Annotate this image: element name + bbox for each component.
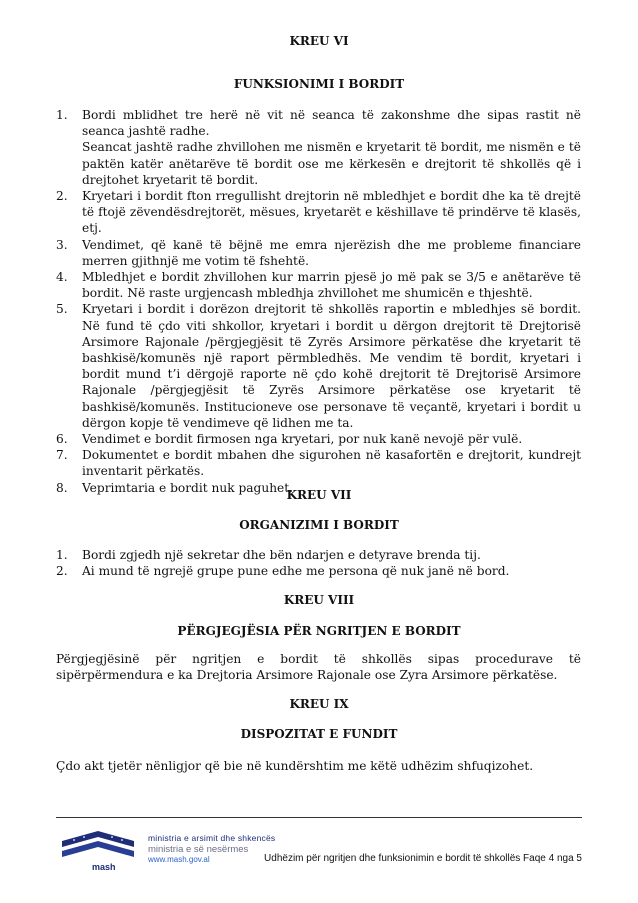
item-text: Vendimet, që kanë të bëjnë me emra njerëzish dhe me probleme financiare merren gjithnjë me votim të fshehtë. [82,237,581,268]
chapter-7-list [56,547,581,579]
ministry-logo [58,825,138,873]
list-item [56,547,581,563]
footer-brand [148,833,275,864]
item-text: Ai mund të ngrejë grupe pune edhe me persona që nuk janë në bord. [82,564,510,579]
chapter-6-list [56,107,581,496]
item-text: Bordi mblidhet tre herë në vit në seanca të zakonshme dhe sipas rastit në seanca jashtë radhe. [82,108,581,139]
chapter-6-title: KREU VI [289,34,349,48]
chapter-9-subtitle: DISPOZITAT E FUNDIT [240,727,398,741]
chapter-7-subtitle: ORGANIZIMI I BORDIT [239,518,399,532]
item-number: 3. [56,237,68,252]
list-item [56,431,581,447]
item-number: 8. [56,480,68,495]
item-number: 1. [56,108,68,122]
item-text-continued: Seancat jashtë radhe zhvillohen me nismën e kryetarit të bordit, me nismën e të paktën katër anëtarëve të bordit ose me kërkesën e drejtorit të shkollës që i drejtohet kryetarit të bordit. [82,140,581,187]
footer-note: Udhëzim për ngritjen dhe funksionimin e bordit të shkollës Faqe 4 nga 5 [264,853,582,864]
brand-line-2: ministria e së nesërmes [148,844,249,855]
footer-divider [56,817,582,818]
item-text: Mbledhjet e bordit zhvillohen kur marrin pjesë jo më pak se 3/5 e anëtarëve të bordit. Në raste urgjencash mbledhja zhvillohet me shumicën e thjeshtë. [82,270,581,301]
item-text: Kryetari i bordit fton rregullisht drejtorin në mbledhjet e bordit dhe ka të drejtë të ftojë zëvendësdrejtorët, mësues, kryetarët e këshillave të prindërve të klasës, etj. [82,189,581,236]
list-item [56,269,581,301]
list-item [56,563,581,579]
item-number: 5. [56,302,68,317]
list-item [56,301,581,431]
item-text: Vendimet e bordit firmosen nga kryetari, por nuk kanë nevojë për vulë. [82,432,523,447]
list-item [56,237,581,269]
item-text: Bordi zgjedh një sekretar dhe bën ndarjen e detyrave brenda tij. [82,548,481,562]
item-number: 2. [56,189,68,204]
item-number: 2. [56,564,68,579]
chapter-8-subtitle: PËRGJEGJËSIA PËR NGRITJEN E BORDIT [177,624,461,638]
chapter-7-title: KREU VII [286,488,352,502]
logo-text: mash [92,862,116,872]
item-text: Kryetari i bordit i dorëzon drejtorit të shkollës raportin e mbledhjes së bordit. Në fund të çdo viti shkollor, kryetari i bordit u dërgon drejtorit të Drejtorisë Arsimore Rajonale /përgjegjësit të Zyrës Arsimore përkatëse dhe kryetarit të bashkisë/komunës një raport përmbledhës. Me vendim të bordit, kryetari i bordit mund t’i dërgojë raporte në çdo kohë drejtorit të Drejtorisë Arsimore Rajonale /përgjegjësit të Zyrës Arsimore përkatëse ose kryetarit të bashkisë/komunës. Institucioneve ose personave të veçantë, kryetari i bordit u dërgon kopje të vendimeve që lidhen me ta. [82,302,581,430]
brand-line-1: ministria e arsimit dhe shkencës [148,833,276,843]
item-number: 7. [56,448,68,463]
chapter-9-title: KREU IX [289,697,349,711]
chapter-8-paragraph: Përgjegjësinë për ngritjen e bordit të shkollës sipas procedurave të sipërpërmendura e ka Drejtoria Arsimore Rajonale ose Zyra Arsimore përkatëse. [56,652,581,683]
chapter-8-title: KREU VIII [283,593,355,607]
chapter-9-paragraph: Çdo akt tjetër nënligjor që bie në kundërshtim me këtë udhëzim shfuqizohet. [56,759,534,773]
list-item [56,107,581,188]
item-number: 4. [56,270,68,285]
item-number: 6. [56,432,68,447]
item-number: 1. [56,548,68,562]
list-item [56,447,581,479]
chapter-6-subtitle: FUNKSIONIMI I BORDIT [233,77,405,91]
item-text: Veprimtaria e bordit nuk paguhet. [82,480,294,495]
list-item [56,188,581,237]
item-text: Dokumentet e bordit mbahen dhe sigurohen në kasafortën e drejtorit, kundrejt inventarit përkatës. [82,448,581,479]
brand-url: www.mash.gov.al [148,855,210,864]
